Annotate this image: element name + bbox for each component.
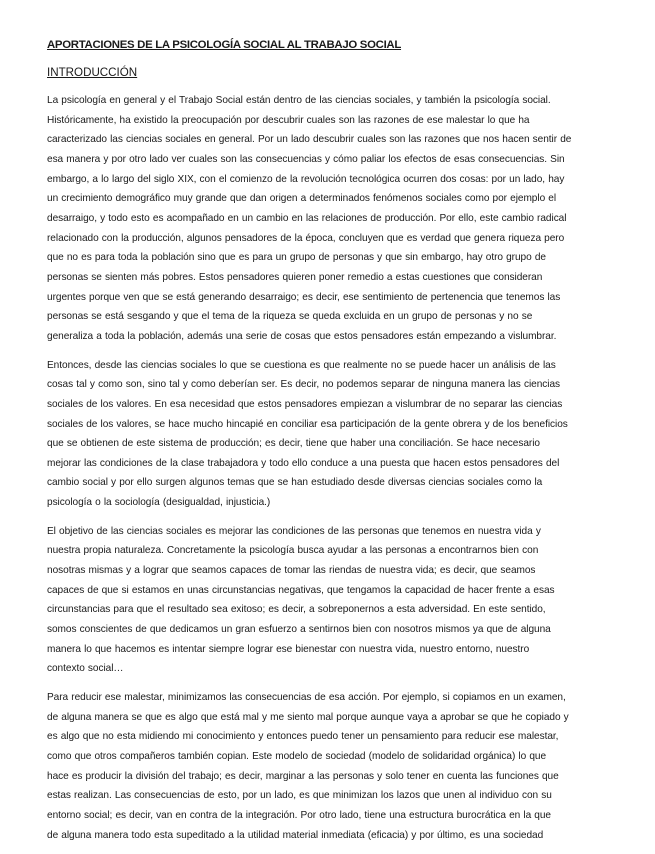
- paragraph-line: contexto social…: [47, 663, 124, 675]
- paragraph-line: psicología o la sociología (desigualdad, injusticia.): [47, 497, 271, 509]
- paragraph-line: manera lo que hacemos es intentar siempre lograr ese bienestar con nuestra vida, nuestro entorno, nuestro: [47, 643, 530, 655]
- paragraph-line: que no es para toda la población sino que es para un grupo de personas y que sin embargo, hay otro grupo de: [47, 252, 546, 264]
- paragraph: [47, 356, 603, 513]
- paragraph-line: generaliza a toda la población, además una serie de cosas que estos pensadores están empezando a vislumbrar.: [47, 330, 557, 342]
- paragraph-line: cambio social y por ello surgen algunos temas que se han estudiado desde diversas ciencias sociales como la: [47, 477, 543, 489]
- paragraph-line: mejorar las condiciones de la clase trabajadora y todo ello conduce a una puesta que hacen estos pensadores del: [47, 457, 560, 469]
- paragraph-line: somos conscientes de que dedicamos un gran esfuerzo a sentirnos bien con nosotros mismos ya que de alguna: [47, 624, 551, 636]
- paragraph-line: circunstancias para que el resultado sea exitoso; es decir, a sobreponernos a esta adversidad. En este sentido,: [47, 604, 546, 616]
- paragraph-line: Para reducir ese malestar, minimizamos las consecuencias de esa acción. Por ejemplo, si copiamos en un examen,: [47, 692, 566, 704]
- paragraph-line: personas se está sesgando y que el tema de la riqueza se queda excluida en un grupo de personas y no se: [47, 311, 533, 323]
- paragraph-line: de alguna manera todo esta supeditado a la utilidad material inmediata (eficacia) y por último, es una sociedad: [47, 829, 544, 841]
- body-text: [47, 91, 603, 845]
- paragraph-line: entorno social; es decir, van en contra de la integración. Por otro lado, tiene una estructura burocrática en la que: [47, 809, 551, 821]
- paragraph-line: Históricamente, ha existido la preocupación por descubrir cuales son las razones de ese malestar lo que ha: [47, 114, 530, 126]
- document-content: [47, 37, 603, 854]
- paragraph-line: capaces de que si estamos en unas circunstancias negativas, que tengamos la capacidad de hacer frente a esas: [47, 584, 555, 596]
- paragraph-line: El objetivo de las ciencias sociales es mejorar las condiciones de las personas que tenemos en nuestra vida y: [47, 525, 541, 537]
- paragraph-line: de alguna manera se que es algo que está mal y me siento mal porque aunque vaya a aprobar se que he copiado y: [47, 711, 569, 723]
- paragraph-line: sociales de los valores. En esa necesidad que estos pensadores empiezan a vislumbrar de no separar las ciencias: [47, 398, 563, 410]
- paragraph-line: nosotras mismas y a lograr que seamos capaces de tomar las riendas de nuestra vida; es decir, que seamos: [47, 565, 536, 577]
- paragraph-line: sociales de los valores, se hace mucho hincapié en conciliar esa participación de la gente obrera y de los beneficios: [47, 418, 568, 430]
- paragraph: [47, 91, 603, 347]
- paragraph-line: hace es producir la división del trabajo; es decir, marginar a las personas y solo tener en cuenta las funciones que: [47, 770, 559, 782]
- paragraph-line: estas realizan. Las consecuencias de esto, por un lado, es que minimizan los lazos que unen al individuo con su: [47, 790, 552, 802]
- document-title: APORTACIONES DE LA PSICOLOGÍA SOCIAL AL TRABAJO SOCIAL: [47, 39, 402, 51]
- paragraph-line: embargo, a lo largo del siglo XIX, con el comienzo de la revolución tecnológica ocurren dos cosas: por un lado, hay: [47, 173, 565, 185]
- paragraph-line: nuestra propia naturaleza. Concretamente la psicología busca ayudar a las personas a encontrarnos bien con: [47, 545, 539, 557]
- paragraph-line: un crecimiento demográfico muy grande que dan origen a determinados fenómenos sociales como por ejemplo el: [47, 193, 557, 205]
- paragraph-line: personas se sienten más pobres. Estos pensadores quieren poner remedio a estas cuestiones que consideran: [47, 271, 543, 283]
- paragraph-line: es algo que no esta midiendo mi conocimiento y entonces puedo tener un pensamiento para reducir ese malestar,: [47, 731, 559, 743]
- section-heading-introduccion: INTRODUCCIÓN: [47, 66, 138, 79]
- paragraph-line: La psicología en general y el Trabajo Social están dentro de las ciencias sociales, y también la psicología social.: [47, 95, 551, 106]
- paragraph: [47, 688, 603, 845]
- paragraph-line: que se obtienen de este sistema de producción; es decir, tiene que haber una conciliación. Se hace necesario: [47, 438, 540, 450]
- paragraph-line: urgentes porque ven que se está generando desarraigo; es decir, ese sentimiento de pertenencia que tenemos las: [47, 291, 561, 303]
- paragraph: [47, 522, 603, 679]
- paragraph-line: relacionado con la producción, algunos pensadores de la época, concluyen que es verdad que genera riqueza pero: [47, 232, 565, 244]
- paragraph-line: Entonces, desde las ciencias sociales lo que se cuestiona es que realmente no se puede hacer un análisis de las: [47, 359, 556, 371]
- paragraph-line: cosas tal y como son, sino tal y como deberían ser. Es decir, no podemos separar de ninguna manera las ciencias: [47, 379, 561, 391]
- paragraph-line: desarraigo, y todo esto es acompañado en un cambio en las relaciones de producción. Por ello, este cambio radical: [47, 212, 567, 224]
- paragraph-line: como que otros compañeros también copian. Este modelo de sociedad (modelo de solidaridad orgánica) lo que: [47, 751, 547, 762]
- paragraph-line: esa manera y por otro lado ver cuales son las consecuencias y cómo paliar los efectos de esas consecuencias. Sin: [47, 153, 565, 165]
- paragraph-line: caracterizado las ciencias sociales en general. Por un lado descubrir cuales son las razones que nos hacen sentir de: [47, 134, 572, 146]
